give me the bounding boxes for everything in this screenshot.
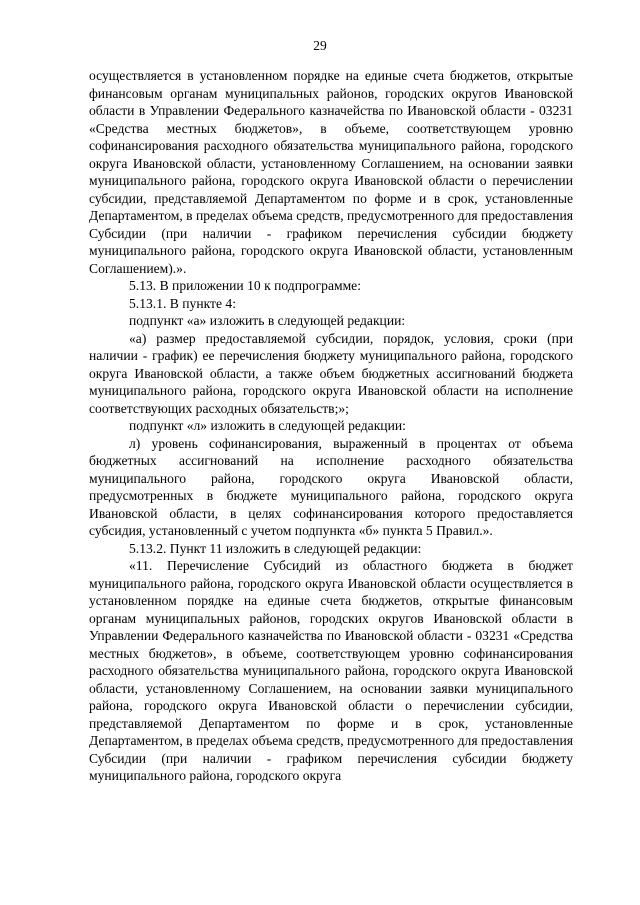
paragraph-5-13-1: 5.13.1. В пункте 4: <box>129 295 236 311</box>
paragraph-subpoint-a-intro: подпункт «а» изложить в следующей редакции: <box>129 313 406 328</box>
paragraph-subpoint-a-text: «а) размер предоставляемой субсидии, порядок, условия, сроки (при наличии - график) ее перечисления бюджету муниципального района, городского округа Ивановской области, а также объем бюджетных ассигнований бюджета муниципального района, городского округа Ивановской области на исполнение соответствующих расходных обязательств;»; <box>89 330 573 416</box>
document-body <box>89 67 573 785</box>
paragraph-subpoint-l-text: л) уровень софинансирования, выраженный в процентах от объема бюджетных ассигнований на исполнение расходного обязательства муниципального района, городского округа Ивановской области, предусмотренных в бюджете муниципального района, городского округа Ивановской области, в целях софинансирования которого предоставляется субсидия, установленный с учетом подпункта «б» пункта 5 Правил.». <box>89 435 573 538</box>
page-number: 29 <box>313 38 327 53</box>
paragraph-5-13: 5.13. В приложении 10 к подпрограмме: <box>129 278 361 293</box>
paragraph-subpoint-l-intro: подпункт «л» изложить в следующей редакции: <box>129 418 406 433</box>
paragraph-point-11-text: «11. Перечисление Субсидий из областного бюджета в бюджет муниципального района, городского округа Ивановской области осуществляется в установленном порядке на единые счета бюджетов, открытые финансовым органам муниципальных районов, городских округов Ивановской области в Управлении Федерального казначейства по Ивановской области - 03231 «Средства местных бюджетов», в объеме, соответствующем уровню софинансирования расходного обязательства муниципального района, городского округа Ивановской области, установленному Соглашением, на основании заявки муниципального района, городского округа Ивановской области о перечислении субсидии, представляемой Департаментом по форме и в срок, установленные Департаментом, в пределах объема средств, предусмотренного для предоставления Субсидии (при наличии - графиком перечисления субсидии бюджету муниципального района, городского округа <box>89 558 573 783</box>
paragraph-5-13-2: 5.13.2. Пункт 11 изложить в следующей редакции: <box>129 540 422 556</box>
paragraph-continuation: осуществляется в установленном порядке на единые счета бюджетов, открытые финансовым органам муниципальных районов, городских округов Ивановской области в Управлении Федерального казначейства по Ивановской области - 03231 «Средства местных бюджетов», в объеме, соответствующем уровню софинансирования расходного обязательства муниципального района, городского округа Ивановской области, установленному Соглашением, на основании заявки муниципального района, городского округа Ивановской области о перечислении субсидии, представляемой Департаментом по форме и в срок, установленные Департаментом, в пределах объема средств, предусмотренного для предоставления Субсидии (при наличии - графиком перечисления субсидии бюджету муниципального района, городского округа Ивановской области, установленным Соглашением).». <box>89 68 573 276</box>
